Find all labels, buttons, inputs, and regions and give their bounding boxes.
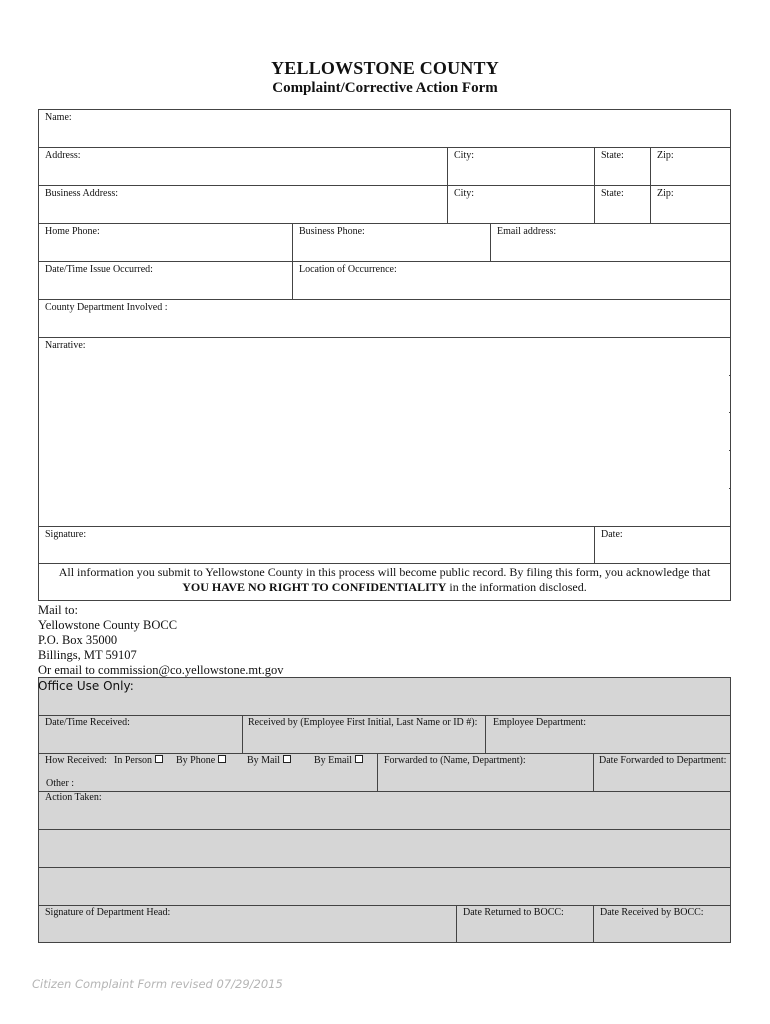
business-address-label: Business Address: <box>45 188 119 199</box>
in-person-label: In Person <box>114 755 153 766</box>
how-received-label: How Received: <box>45 755 107 766</box>
datetime-received-field[interactable] <box>38 715 243 754</box>
business-phone-label: Business Phone: <box>299 226 365 237</box>
notice-bold-text: YOU HAVE NO RIGHT TO CONFIDENTIALITY <box>182 580 447 594</box>
city-label: City: <box>454 150 475 161</box>
page-title: YELLOWSTONE COUNTY <box>271 58 499 78</box>
employee-department-field[interactable] <box>485 715 731 754</box>
action-taken-line[interactable] <box>38 829 731 868</box>
by-phone-checkbox[interactable] <box>218 755 226 763</box>
location-field[interactable] <box>292 261 731 300</box>
name-field[interactable] <box>38 109 731 148</box>
form-subtitle: Complaint/Corrective Action Form <box>272 80 498 96</box>
mail-heading: Mail to: <box>38 603 78 617</box>
signature-label: Signature: <box>45 529 87 540</box>
datetime-issue-label: Date/Time Issue Occurred: <box>45 264 153 275</box>
state-field[interactable] <box>594 147 651 186</box>
notice-rest-text: in the information disclosed. <box>446 580 587 594</box>
date-field[interactable] <box>594 526 731 564</box>
employee-department-label: Employee Department: <box>493 717 587 728</box>
business-state-field[interactable] <box>594 185 651 224</box>
department-field[interactable] <box>38 299 731 338</box>
how-received-field[interactable] <box>38 753 378 792</box>
date-returned-label: Date Returned to BOCC: <box>463 907 564 918</box>
mail-to-block <box>38 603 284 678</box>
date-received-bocc-field[interactable] <box>593 905 731 943</box>
datetime-issue-field[interactable] <box>38 261 293 300</box>
by-email-label: By Email <box>314 755 353 766</box>
action-taken-field[interactable] <box>38 791 731 830</box>
business-zip-field[interactable] <box>650 185 731 224</box>
in-person-checkbox[interactable] <box>155 755 163 763</box>
narrative-field[interactable] <box>38 337 731 527</box>
date-forwarded-label: Date Forwarded to Department: <box>599 755 727 766</box>
action-taken-label: Action Taken: <box>45 792 102 803</box>
city-field[interactable] <box>447 147 595 186</box>
home-phone-field[interactable] <box>38 223 293 262</box>
received-by-field[interactable] <box>242 715 486 754</box>
department-label: County Department Involved : <box>45 302 168 313</box>
date-label: Date: <box>601 529 623 540</box>
mail-line-4: Or email to commission@co.yellowstone.mt.gov <box>38 663 284 677</box>
notice-line-1: All information you submit to Yellowstone County in this process will become public record. By filing this form, you acknowledge that <box>58 565 711 579</box>
line-tick <box>729 412 731 413</box>
zip-label: Zip: <box>657 150 674 161</box>
address-field[interactable] <box>38 147 448 186</box>
name-label: Name: <box>45 112 72 123</box>
department-head-signature-label: Signature of Department Head: <box>45 907 171 918</box>
business-address-field[interactable] <box>38 185 448 224</box>
revision-footer: Citizen Complaint Form revised 07/29/2015 <box>32 977 283 991</box>
line-tick <box>729 450 731 451</box>
business-state-label: State: <box>601 188 624 199</box>
datetime-received-label: Date/Time Received: <box>45 717 130 728</box>
confidentiality-notice <box>38 563 731 601</box>
by-email-option[interactable] <box>314 755 363 766</box>
address-label: Address: <box>45 150 81 161</box>
forwarded-to-label: Forwarded to (Name, Department): <box>384 755 526 766</box>
other-label: Other : <box>46 778 75 789</box>
line-tick <box>729 488 731 489</box>
by-email-checkbox[interactable] <box>355 755 363 763</box>
state-label: State: <box>601 150 624 161</box>
date-returned-field[interactable] <box>456 905 594 943</box>
mail-line-1: Yellowstone County BOCC <box>38 618 178 632</box>
notice-line-2 <box>39 580 730 595</box>
business-city-field[interactable] <box>447 185 595 224</box>
department-head-signature-field[interactable] <box>38 905 457 943</box>
by-mail-label: By Mail <box>247 755 281 766</box>
action-taken-line[interactable] <box>38 867 731 906</box>
in-person-option[interactable] <box>114 755 163 766</box>
business-zip-label: Zip: <box>657 188 674 199</box>
by-phone-label: By Phone <box>176 755 216 766</box>
mail-line-3: Billings, MT 59107 <box>38 648 137 662</box>
business-phone-field[interactable] <box>292 223 491 262</box>
date-forwarded-field[interactable] <box>593 753 731 792</box>
line-tick <box>729 375 731 376</box>
date-received-bocc-label: Date Received by BOCC: <box>600 907 704 918</box>
office-use-heading: Office Use Only: <box>38 679 134 693</box>
email-label: Email address: <box>497 226 557 237</box>
business-city-label: City: <box>454 188 475 199</box>
mail-line-2: P.O. Box 35000 <box>38 633 118 647</box>
office-use-header <box>38 677 731 716</box>
received-by-label: Received by (Employee First Initial, Last Name or ID #): <box>248 717 478 728</box>
location-label: Location of Occurrence: <box>299 264 397 275</box>
signature-field[interactable] <box>38 526 595 564</box>
by-mail-option[interactable] <box>247 755 291 766</box>
narrative-label: Narrative: <box>45 340 86 351</box>
forwarded-to-field[interactable] <box>377 753 594 792</box>
by-mail-checkbox[interactable] <box>283 755 291 763</box>
zip-field[interactable] <box>650 147 731 186</box>
home-phone-label: Home Phone: <box>45 226 100 237</box>
by-phone-option[interactable] <box>176 755 226 766</box>
email-field[interactable] <box>490 223 731 262</box>
